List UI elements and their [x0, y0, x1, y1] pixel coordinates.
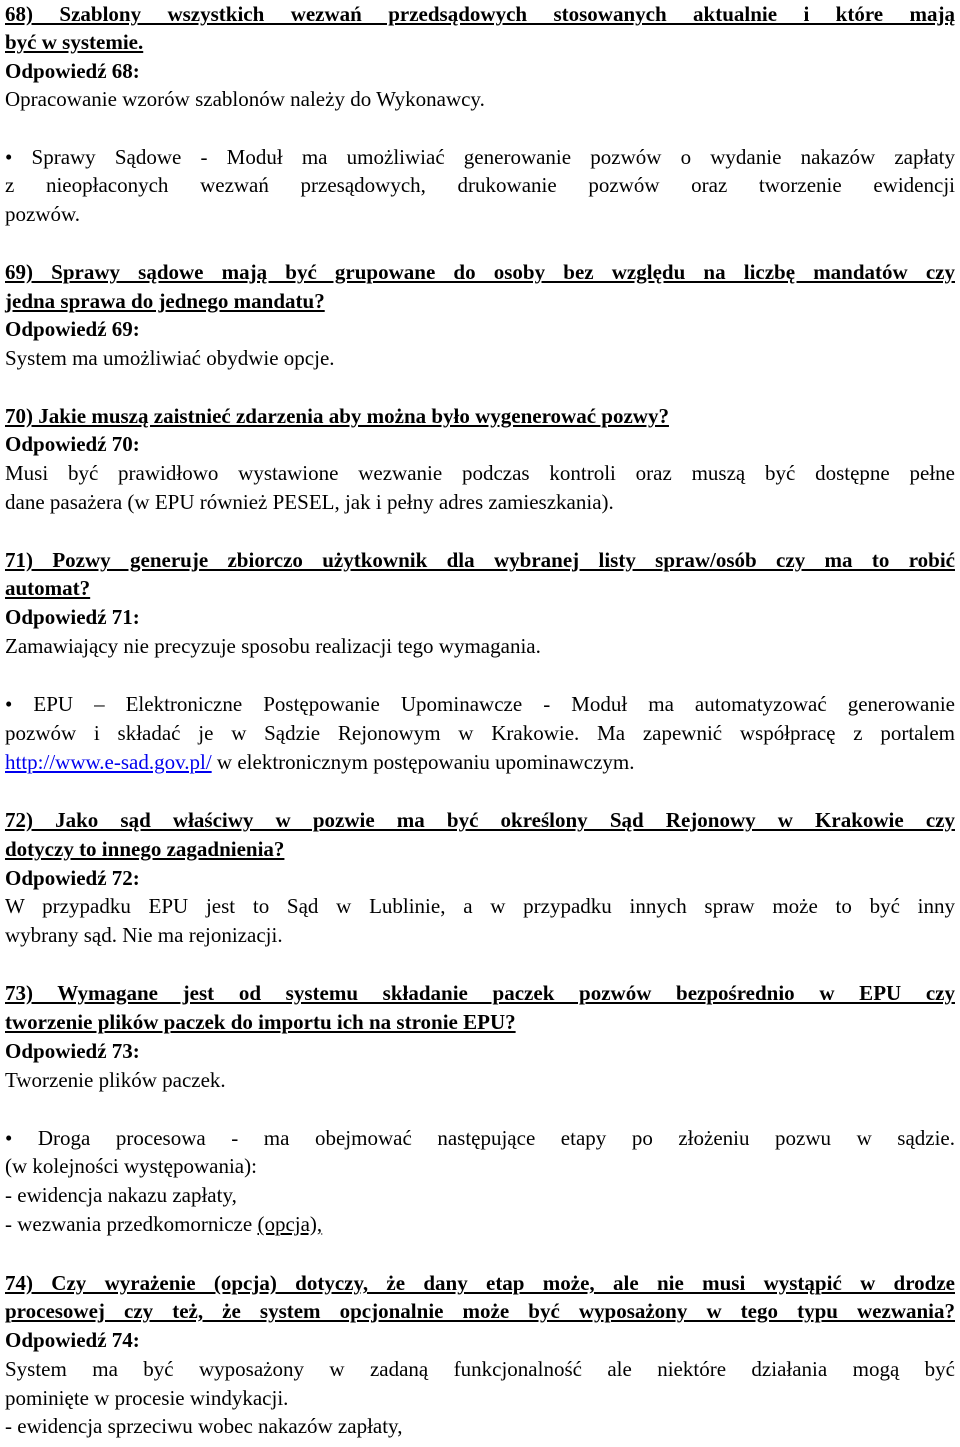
- answer-72-line-1: W przypadku EPU jest to Sąd w Lublinie, a w przypadku innych spraw może to być inny: [5, 894, 955, 918]
- question-70-line-1: 70) Jakie muszą zaistnieć zdarzenia aby można było wygenerować pozwy?: [5, 404, 669, 428]
- bullet-epu-line-2: pozwów i składać je w Sądzie Rejonowym w Krakowie. Ma zapewnić współpracę z portalem: [5, 721, 955, 745]
- answer-73-label: Odpowiedź 73:: [5, 1039, 140, 1063]
- question-72-line-1: 72) Jako sąd właściwy w pozwie ma być określony Sąd Rejonowy w Krakowie czy: [5, 808, 955, 832]
- bullet-sprawy-line-1: • Sprawy Sądowe - Moduł ma umożliwiać generowanie pozwów o wydanie nakazów zapłaty: [5, 145, 955, 169]
- answer-73-text: Tworzenie plików paczek.: [5, 1068, 226, 1092]
- bullet-droga-line-1: • Droga procesowa - ma obejmować następujące etapy po złożeniu pozwu w sądzie.: [5, 1126, 955, 1150]
- option-marker: (opcja),: [257, 1212, 323, 1236]
- question-69-line-1: 69) Sprawy sądowe mają być grupowane do osoby bez względu na liczbę mandatów czy: [5, 260, 955, 284]
- answer-72-line-2: wybrany sąd. Nie ma rejonizacji.: [5, 923, 283, 947]
- question-71-line-2: automat?: [5, 576, 91, 600]
- answer-74-line-1: System ma być wyposażony w zadaną funkcjonalność ale niektóre działania mogą być: [5, 1357, 955, 1381]
- question-72-line-2: dotyczy to innego zagadnienia?: [5, 837, 285, 861]
- answer-71-text: Zamawiający nie precyzuje sposobu realizacji tego wymagania.: [5, 634, 541, 658]
- question-74-line-1: 74) Czy wyrażenie (opcja) dotyczy, że dany etap może, ale nie musi wystąpić w drodze: [5, 1271, 955, 1295]
- answer-70-line-1: Musi być prawidłowo wystawione wezwanie podczas kontroli oraz muszą być dostępne pełne: [5, 461, 955, 485]
- bullet-droga-line-4-text: - wezwania przedkomornicze: [5, 1212, 258, 1236]
- bullet-sprawy-line-2: z nieopłaconych wezwań przesądowych, drukowanie pozwów oraz tworzenie ewidencji: [5, 173, 955, 197]
- bullet-droga-line-4: [5, 1210, 322, 1239]
- bullet-sprawy-line-3: pozwów.: [5, 202, 81, 226]
- question-74-line-2: procesowej czy też, że system opcjonalnie może być wyposażony w tego typu wezwania?: [5, 1299, 955, 1323]
- answer-70-label: Odpowiedź 70:: [5, 432, 140, 456]
- answer-74-line-3: - ewidencja sprzeciwu wobec nakazów zapłaty,: [5, 1414, 403, 1438]
- bullet-epu-line-1: • EPU – Elektroniczne Postępowanie Upominawcze - Moduł ma automatyzować generowanie: [5, 692, 955, 716]
- answer-69-label: Odpowiedź 69:: [5, 317, 140, 341]
- answer-70-line-2: dane pasażera (w EPU również PESEL, jak i pełny adres zamieszkania).: [5, 490, 614, 514]
- bullet-epu-line-3-rest: w elektronicznym postępowaniu upominawczym.: [211, 750, 635, 774]
- question-69-line-2: jedna sprawa do jednego mandatu?: [5, 289, 325, 313]
- question-73-line-1: 73) Wymagane jest od systemu składanie paczek pozwów bezpośrednio w EPU czy: [5, 981, 955, 1005]
- answer-74-line-2: pominięte w procesie windykacji.: [5, 1386, 289, 1410]
- bullet-droga-line-3: - ewidencja nakazu zapłaty,: [5, 1183, 237, 1207]
- answer-69-text: System ma umożliwiać obydwie opcje.: [5, 346, 335, 370]
- bullet-epu-line-3: [5, 748, 634, 777]
- question-71-line-1: 71) Pozwy generuje zbiorczo użytkownik dla wybranej listy spraw/osób czy ma to robić: [5, 548, 955, 572]
- question-68-line-1: 68) Szablony wszystkich wezwań przedsądowych stosowanych aktualnie i które mają: [5, 2, 955, 26]
- answer-71-label: Odpowiedź 71:: [5, 605, 140, 629]
- question-68-line-2: być w systemie.: [5, 30, 144, 54]
- answer-72-label: Odpowiedź 72:: [5, 866, 140, 890]
- bullet-droga-line-2: (w kolejności występowania):: [5, 1154, 257, 1178]
- question-73-line-2: tworzenie plików paczek do importu ich na stronie EPU?: [5, 1010, 516, 1034]
- e-sad-link[interactable]: http://www.e-sad.gov.pl/: [5, 750, 212, 774]
- answer-68-label: Odpowiedź 68:: [5, 59, 140, 83]
- answer-74-label: Odpowiedź 74:: [5, 1328, 140, 1352]
- answer-68-text: Opracowanie wzorów szablonów należy do Wykonawcy.: [5, 87, 485, 111]
